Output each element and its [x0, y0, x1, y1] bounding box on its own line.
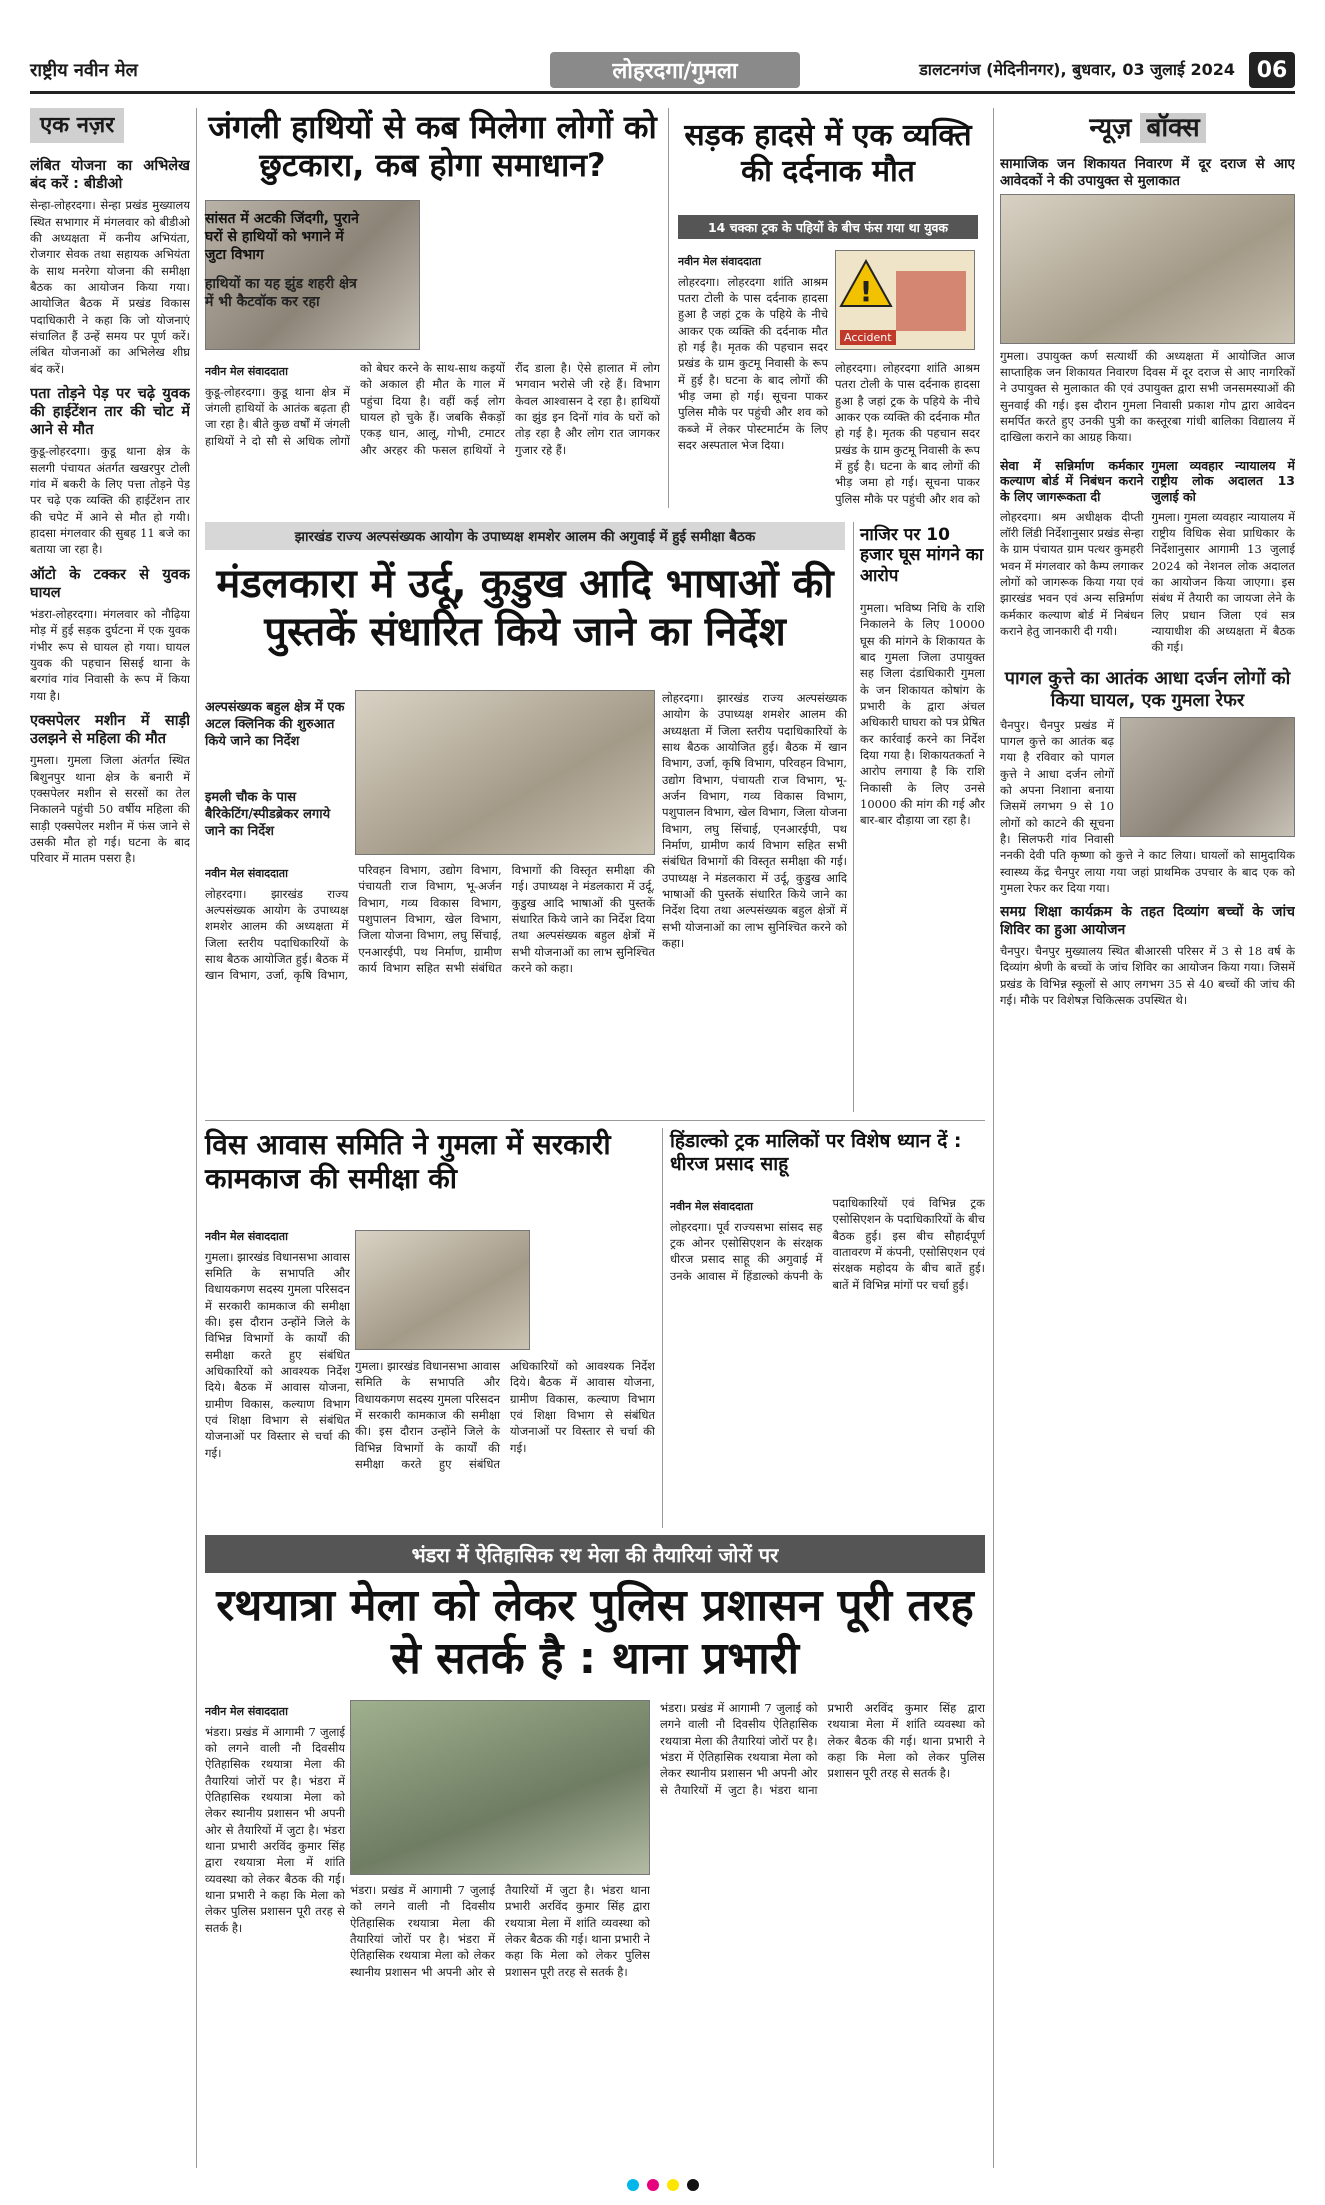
byline: नवीन मेल संवाददाता: [205, 1230, 288, 1243]
accident-graphic: [835, 250, 975, 350]
brief-headline: सेवा में सन्निर्माण कर्मकार कल्याण बोर्ड में निबंधन कराने के लिए जागरूकता दी: [1000, 457, 1144, 504]
housing-meeting-photo: [355, 1230, 530, 1350]
accident-body-continued: लोहरदगा। लोहरदगा शांति आश्रम पतरा टोली के पास दर्दनाक हादसा हुआ है जहां ट्रक के पहिये के नीचे आकर एक व्यक्ति की दर्दनाक मौत हो गई है। मृतक की पहचान सदर प्रखंड के ग्राम कुटमू निवासी के रूप में हुई है। घटना के बाद लोगों की भीड़ जमा हो गई। सूचना पाकर पुलिस मौके पर पहुंची और शव को: [835, 361, 980, 506]
svg-text:!: !: [859, 275, 873, 308]
brief-headline: लंबित योजना का अभिलेख बंद करें : बीडीओ: [30, 158, 190, 193]
minority-meeting-photo: [355, 690, 655, 855]
byline: नवीन मेल संवाददाता: [678, 255, 761, 268]
elephant-kicker-1: सांसत में अटकी जिंदगी, पुराने घरों से हाथियों को भगाने में जुटा विभाग: [205, 211, 359, 264]
accident-strap: 14 चक्का ट्रक के पहियों के बीच फंस गया था युवक: [678, 215, 978, 239]
hindalco-headline: हिंडाल्को ट्रक मालिकों पर विशेष ध्यान दें : धीरज प्रसाद साहू: [670, 1130, 962, 1175]
byline: नवीन मेल संवाददाता: [205, 1705, 288, 1718]
rathyatra-body-continued: भंडरा। प्रखंड में आगामी 7 जुलाई को लगने वाली नौ दिवसीय ऐतिहासिक रथयात्रा मेला की तैयारियां जोरों पर है। भंडरा में ऐतिहासिक रथयात्रा मेला को लेकर स्थानीय प्रशासन भी अपनी ओर से तैयारियों में जुटा है। भंडरा थाना प्रभारी अरविंद कुमार सिंह द्वारा रथयात्रा मेला में शांति व्यवस्था को लेकर बैठक की गई। थाना प्रभारी ने कहा कि मेला को लेकर पुलिस प्रशासन पूरी तरह से सतर्क है।: [350, 1883, 650, 1979]
brief-body: सेन्हा-लोहरदगा। सेन्हा प्रखंड मुख्यालय स्थित सभागार में मंगलवार को बीडीओ की अध्यक्षता में कनीय अभियंता, रोजगार सेवक तथा सहायक अभियंता के साथ मनरेगा योजना की समीक्षा बैठक का आयोजन किया गया। आयोजित बैठक में प्रखंड विकास पदाधिकारी ने कहा कि जो योजनाएं संचालित हैं उन्हें समय पर पूर्ण करें। लंबित योजनाओं का अभिलेख शीघ्र बंद करें।: [30, 198, 190, 376]
rathyatra-body-cont-2: [660, 1700, 985, 2165]
brief-body: चैनपुर। चैनपुर प्रखंड में पागल कुत्ते का आतंक बढ़ गया है रविवार को पागल कुत्ते ने आधा दर्जन लोगों को अपना निशाना बनाया जिसमें लगभग 9 से 10 लोगों को काटने की सूचना है। सिलफरी गांव निवासी ननकी देवी पति कृष्णा को कुत्ते ने काट लिया। घायलों को सामुदायिक स्वास्थ्य केंद्र चैनपुर लाया गया जहां प्राथमिक उपचार के बाद एक को गुमला रेफर कर दिया गया।: [1000, 717, 1295, 895]
brief-headline: पता तोड़ने पेड़ पर चढ़े युवक की हाईटेंशन तार की चोट में आने से मौत: [30, 386, 190, 439]
yellow-mark: [667, 2179, 679, 2191]
minority-strap: झारखंड राज्य अल्पसंख्यक आयोग के उपाध्यक्ष शमशेर आलम की अगुवाई में हुई समीक्षा बैठक: [205, 522, 845, 550]
column-divider: [668, 108, 669, 508]
housing-body-block: [205, 1225, 350, 1525]
byline: नवीन मेल संवाददाता: [205, 867, 288, 880]
column-divider: [853, 522, 854, 1112]
brief-headline: सामाजिक जन शिकायत निवारण में दूर दराज से आए आवेदकों ने की उपायुक्त से मुलाकात: [1000, 156, 1295, 189]
brief-body: गुमला। उपायुक्त कर्ण सत्यार्थी की अध्यक्षता में आयोजित आज साप्ताहिक जन शिकायत निवारण दिवस में दूर दराज से आए नागरिकों ने उपायुक्त से मुलाकात की एवं उपायुक्त द्वारा सभी जनसमस्याओं की सुनवाई की गई। इस दौरान गुमला निवासी प्रकाश गोप द्वारा आवेदन समर्पित करते हुए उनकी पुत्री का कस्तूरबा गांधी बालिका विद्यालय में दाखिला कराने का आग्रह किया।: [1000, 348, 1295, 445]
cyan-mark: [627, 2179, 639, 2191]
housing-body-cont: [355, 1358, 655, 1523]
brief-body: कुडू-लोहरदगा। कुडू थाना क्षेत्र के सलगी पंचायत अंतर्गत खखरपुर टोली गांव में बकरी के लिए पत्ता तोड़ने पेड़ पर चढ़े एक व्यक्ति की हाईटेंशन तार की चपेट में आने से मौत हो गयी। हादसा मंगलवार की सुबह 11 बजे का बताया जा रहा है।: [30, 444, 190, 557]
hindalco-body-block: [670, 1195, 985, 1525]
brief-body: गुमला। गुमला जिला अंतर्गत स्थित बिशुनपुर थाना क्षेत्र के बनारी में एक्सपेलर मशीन से सरसों का तेल निकालने पहुंची 50 वर्षीय महिला की साड़ी एक्सपेलर मशीन में फंस जाने से उसकी मौत हो गई। घटना के बाद परिवार में मातम पसरा है।: [30, 753, 190, 866]
elephant-headline: जंगली हाथियों से कब मिलेगा लोगों को छुटकारा, कब होगा समाधान?: [208, 108, 657, 185]
right-column: [1000, 148, 1295, 2163]
accident-body: लोहरदगा। लोहरदगा शांति आश्रम पतरा टोली के पास दर्दनाक हादसा हुआ है जहां ट्रक के पहिये के नीचे आकर एक व्यक्ति की दर्दनाक मौत हो गई है। मृतक की पहचान सदर प्रखंड के ग्राम कुटमू निवासी के रूप में हुई है। घटना के बाद लोगों की भीड़ जमा हो गई। सूचना पाकर पुलिस मौके पर पहुंची और शव को कब्जे में लेकर पोस्टमार्टम के लिए सदर अस्पताल भेज दिया।: [678, 274, 828, 452]
grievance-photo: [1000, 194, 1295, 344]
bribe-headline: नाजिर पर 10 हजार घूस मांगने का आरोप: [860, 525, 984, 586]
rathyatra-headline: रथयात्रा मेला को लेकर पुलिस प्रशासन पूरी तरह से सतर्क है : थाना प्रभारी: [216, 1580, 974, 1684]
brief-body: गुमला। गुमला व्यवहार न्यायालय में राष्ट्रीय विधिक सेवा प्राधिकार के निर्देशानुसार आगामी 13 जुलाई 2024 को नेशनल लोक अदालत का आयोजन किया जाएगा। इस संबंध में तैयारी का जायजा लेने के लिए प्रधान जिला एवं सत्र न्यायाधीश की अध्यक्षता में बैठक की गई।: [1151, 509, 1295, 655]
accident-body-block: [678, 250, 828, 505]
column-divider: [196, 108, 197, 2168]
hindalco-body: लोहरदगा। पूर्व राज्यसभा सांसद सह ट्रक ओनर एसोसिएशन के संरक्षक धीरज प्रसाद साहू की अगुवाई में उनके आवास में हिंडाल्को कंपनी के पदाधिकारियों एवं विभिन्न ट्रक एसोसिएशन के पदाधिकारियों के बीच बैठक हुई। इस बीच सौहार्दपूर्ण वातावरण में कंपनी, एसोसिएशन एवं संरक्षक महोदय के बीच बातें हुई। बातें में विभिन्न मांगों पर चर्चा हुई।: [670, 1196, 985, 1292]
brief-body: चैनपुर। चैनपुर मुख्यालय स्थित बीआरसी परिसर में 3 से 18 वर्ष के दिव्यांग श्रेणी के बच्चों के जांच शिविर का आयोजन किया गया। जिसमें प्रखंड के विभिन्न स्कूलों से आए लगभग 35 से 40 बच्चों की जांच की गई। मौके पर विशेषज्ञ चिकित्सक उपस्थित थे।: [1000, 944, 1295, 1008]
byline: नवीन मेल संवाददाता: [670, 1200, 753, 1213]
elephant-kicker-2: हाथियों का यह झुंड शहरी क्षेत्र में भी कैटवॉक कर रहा: [205, 276, 357, 311]
right-subcol: [1152, 450, 1296, 660]
rathyatra-body: भंडरा। प्रखंड में आगामी 7 जुलाई को लगने वाली नौ दिवसीय ऐतिहासिक रथयात्रा मेला की तैयारियां जोरों पर है। भंडरा में ऐतिहासिक रथयात्रा मेला को लेकर स्थानीय प्रशासन भी अपनी ओर से तैयारियों में जुटा है। भंडरा थाना प्रभारी अरविंद कुमार सिंह द्वारा रथयात्रा मेला में शांति व्यवस्था को लेकर बैठक की गई। थाना प्रभारी ने कहा कि मेला को लेकर पुलिस प्रशासन पूरी तरह से सतर्क है।: [205, 1724, 345, 1935]
housing-body: गुमला। झारखंड विधानसभा आवास समिति के सभापति और विधायकगण सदस्य गुमला परिसदन में सरकारी कामकाज की समीक्षा की। इस दौरान उन्होंने जिले के विभिन्न विभागों के कार्यों की समीक्षा करते हुए संबंधित अधिकारियों को आवश्यक निर्देश दिये। बैठक में आवास योजना, ग्रामीण विकास, कल्याण विभाग एवं शिक्षा विभाग से संबंधित योजनाओं पर विस्तार से चर्चा की गई।: [205, 1249, 350, 1460]
print-registration-marks: [0, 2178, 1325, 2192]
brief-headline: एक्सपेलर मशीन में साड़ी उलझने से महिला की मौत: [30, 712, 190, 748]
rathyatra-body-block: [205, 1700, 345, 2165]
column-divider: [993, 108, 994, 2168]
bribe-body: गुमला। भविष्य निधि के राशि निकालने के लिए 10000 घूस की मांगने के शिकायत के बाद गुमला जिला उपायुक्त सह जिला दंडाधिकारी गुमला के जन शिकायत कोषांग के प्रभारी के द्वारा अंचल अधिकारी घाघरा को पत्र प्रेषित कर कार्रवाई करने का निर्देश दिया गया है। शिकायतकर्ता ने आरोप लगाया है कि राशि निकासी के लिए उनसे 10000 की मांग की गई और बार-बार दौड़ाया जा रहा है।: [860, 601, 985, 828]
dateline: डालटनगंज (मेदिनीनगर), बुधवार, 03 जुलाई 2024: [919, 60, 1235, 79]
rathyatra-body-continued: भंडरा। प्रखंड में आगामी 7 जुलाई को लगने वाली नौ दिवसीय ऐतिहासिक रथयात्रा मेला की तैयारियां जोरों पर है। भंडरा में ऐतिहासिक रथयात्रा मेला को लेकर स्थानीय प्रशासन भी अपनी ओर से तैयारियों में जुटा है। भंडरा थाना प्रभारी अरविंद कुमार सिंह द्वारा रथयात्रा मेला में शांति व्यवस्था को लेकर बैठक की गई। थाना प्रभारी ने कहा कि मेला को लेकर पुलिस प्रशासन पूरी तरह से सतर्क है।: [660, 1701, 985, 1797]
black-mark: [687, 2179, 699, 2191]
rathyatra-body-cont: [350, 1882, 650, 2164]
rathyatra-fair-photo: [350, 1700, 650, 1875]
minority-body-block: [205, 862, 655, 1112]
housing-headline: विस आवास समिति ने गुमला में सरकारी कामकाज की समीक्षा की: [205, 1128, 611, 1195]
minority-kicker-1: अल्पसंख्यक बहुल क्षेत्र में एक अटल क्लिनिक की शुरुआत किये जाने का निर्देश: [205, 700, 345, 749]
dog-attack-photo: [1120, 717, 1295, 837]
accident-label: Accident: [840, 330, 896, 345]
right-two-col: [1000, 450, 1295, 660]
minority-body-cont: [662, 690, 847, 1110]
rathyatra-strap: भंडरा में ऐतिहासिक रथ मेला की तैयारियां जोरों पर: [205, 1535, 985, 1573]
news-box-title-2: बॉक्स: [1140, 113, 1205, 143]
accident-body-cont: [835, 360, 980, 508]
brief-body: लोहरदगा। श्रम अधीक्षक दीप्ती लॉरी लिंडी निर्देशानुसार प्रखंड सेन्हा के ग्राम पंचायत ग्राम पत्थर कुमहरी भवन में मंगलवार को कैम्प लगाकर लोगों को जागरूक किया गया एवं झारखंड भवन एवं अन्य सन्निर्माण कर्मकार कल्याण बोर्ड में निबंधन कराने हेतु जानकारी दी गयी।: [1000, 509, 1144, 638]
accident-headline: सड़क हादसे में एक व्यक्ति की दर्दनाक मौत: [684, 118, 972, 189]
bribe-body-block: [860, 600, 985, 1110]
brief-headline: ऑटो के टक्कर से युवक घायल: [30, 566, 190, 601]
masthead: [30, 48, 1295, 94]
minority-body: लोहरदगा। झारखंड राज्य अल्पसंख्यक आयोग के उपाध्यक्ष शमशेर आलम की अध्यक्षता में जिला स्तरीय पदाधिकारियों के साथ बैठक आयोजित हुई। बैठक में खान विभाग, उर्जा, कृषि विभाग, परिवहन विभाग, उद्योग विभाग, पंचायती राज विभाग, भू-अर्जन विभाग, गव्य विकास विभाग, पशुपालन विभाग, खेल विभाग, जिला योजना विभाग, लघु सिंचाई, एनआरईपी, पथ निर्माण, ग्रामीण कार्य विभाग सहित सभी संबंधित विभागों की विस्तृत समीक्षा की गई। उपाध्यक्ष ने मंडलकारा में उर्दू, कुडुख आदि भाषाओं की पुस्तकें संधारित किये जाने का निर्देश दिया तथा अल्पसंख्यक बहुल क्षेत्रों में सभी योजनाओं का लाभ सुनिश्चित करने को कहा।: [205, 863, 655, 983]
brief-headline: पागल कुत्ते का आतंक आधा दर्जन लोगों को किया घायल, एक गुमला रेफर: [1004, 667, 1291, 712]
minority-kicker-2: इमली चौक के पास बैरिकेटिंग/स्पीडब्रेकर लगाये जाने का निर्देश: [205, 790, 331, 839]
brief-headline: समग्र शिक्षा कार्यक्रम के तहत दिव्यांग बच्चों के जांच शिविर का हुआ आयोजन: [1000, 904, 1295, 938]
news-box-title: [1000, 108, 1295, 144]
elephant-body: कुडू-लोहरदगा। कुडू थाना क्षेत्र में जंगली हाथियों के आतंक बढ़ता ही जा रहा है। बीते कुछ वर्षों में जंगली हाथियों ने दो सौ से अधिक लोगों को बेघर करने के साथ-साथ कइयों को अकाल ही मौत के गाल में पहुंचा दिया है। वहीं कई लोग घायल हो चुके हैं। जबकि सैकड़ों एकड़ धान, आलू, गोभी, टमाटर और अरहर की फसल हाथियों ने रौंद डाला है। ऐसे हालात में लोग भगवान भरोसे जी रहे हैं। विभाग केवल आश्वासन दे रहा है। हाथियों का झुंड इन दिनों गांव के घरों को तोड़ रहा है और लोग रात जागकर गुजार रहे हैं।: [205, 361, 660, 457]
minority-body-continued: लोहरदगा। झारखंड राज्य अल्पसंख्यक आयोग के उपाध्यक्ष शमशेर आलम की अध्यक्षता में जिला स्तरीय पदाधिकारियों के साथ बैठक आयोजित हुई। बैठक में खान विभाग, उर्जा, कृषि विभाग, परिवहन विभाग, उद्योग विभाग, पंचायती राज विभाग, भू-अर्जन विभाग, गव्य विकास विभाग, पशुपालन विभाग, खेल विभाग, जिला योजना विभाग, लघु सिंचाई, एनआरईपी, पथ निर्माण, ग्रामीण कार्य विभाग सहित सभी संबंधित विभागों की विस्तृत समीक्षा की गई। उपाध्यक्ष ने मंडलकारा में उर्दू, कुडुख आदि भाषाओं की पुस्तकें संधारित किये जाने का निर्देश दिया तथा अल्पसंख्यक बहुल क्षेत्रों में सभी योजनाओं का लाभ सुनिश्चित करने को कहा।: [662, 691, 847, 950]
byline: नवीन मेल संवाददाता: [205, 365, 288, 378]
column-label: एक नज़र: [30, 108, 124, 143]
brief-headline: गुमला व्यवहार न्यायालय में राष्ट्रीय लोक अदालत 13 जुलाई को: [1151, 457, 1295, 504]
section-tag: लोहरदगा/गुमला: [550, 52, 800, 88]
elephant-body-block: [205, 360, 660, 510]
housing-body-continued: गुमला। झारखंड विधानसभा आवास समिति के सभापति और विधायकगण सदस्य गुमला परिसदन में सरकारी कामकाज की समीक्षा की। इस दौरान उन्होंने जिले के विभिन्न विभागों के कार्यों की समीक्षा करते हुए संबंधित अधिकारियों को आवश्यक निर्देश दिये। बैठक में आवास योजना, ग्रामीण विकास, कल्याण विभाग एवं शिक्षा विभाग से संबंधित योजनाओं पर विस्तार से चर्चा की गई।: [355, 1359, 655, 1471]
page-number: 06: [1249, 52, 1295, 88]
news-box-title-1: न्यूज़: [1089, 113, 1132, 143]
section-divider: [205, 1120, 985, 1121]
magenta-mark: [647, 2179, 659, 2191]
column-divider: [662, 1128, 663, 1528]
left-column: [30, 108, 190, 2158]
right-subcol: [1000, 450, 1144, 660]
minority-headline: मंडलकारा में उर्दू, कुडुख आदि भाषाओं की पुस्तकें संधारित किये जाने का निर्देश: [216, 561, 834, 655]
brief-body: भंडरा-लोहरदगा। मंगलवार को नौढ़िया मोड़ में हुई सड़क दुर्घटना में एक युवक गंभीर रूप से घायल हो गया। घायल युवक की पहचान सिसई थाना के बरगांव गांव निवासी के रूप में किया गया है।: [30, 607, 190, 703]
newspaper-brand: राष्ट्रीय नवीन मेल: [30, 59, 138, 81]
